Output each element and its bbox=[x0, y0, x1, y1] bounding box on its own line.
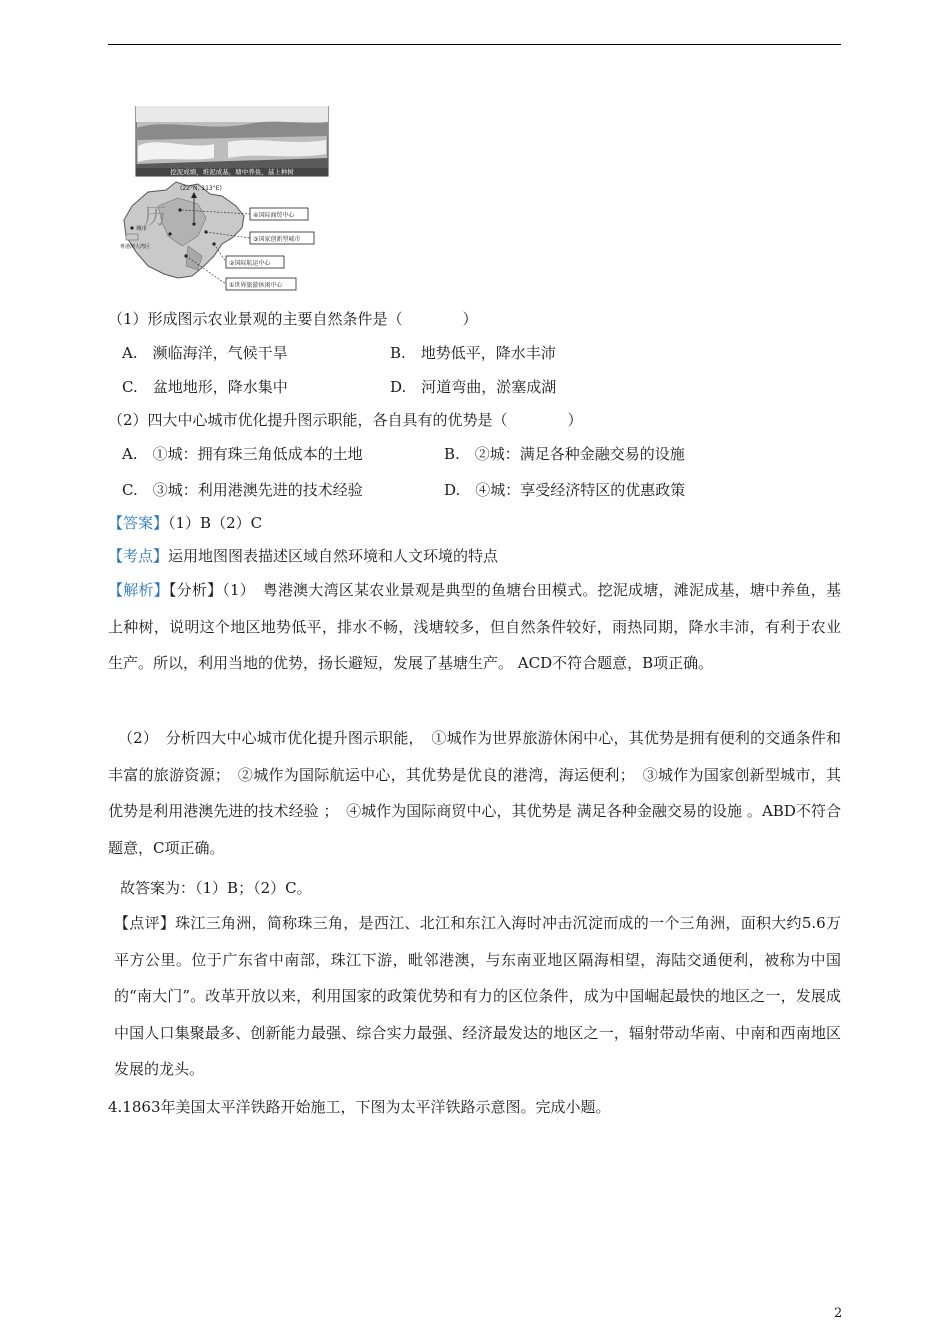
kaodian-tag: 【考点】 bbox=[108, 547, 169, 565]
callout-4: ④国际商贸中心 bbox=[253, 212, 295, 219]
photo-caption: 挖泥成塘，堆泥成基，塘中养鱼，基上种树 bbox=[170, 168, 294, 176]
dianping-para bbox=[114, 905, 841, 1088]
q2-stem: （2）四大中心城市优化提升图示职能，各自具有的优势是（ ） bbox=[108, 411, 583, 429]
dianping-tag: 【点评】 bbox=[114, 914, 176, 932]
callout-1: ①世界旅游休闲中心 bbox=[229, 282, 283, 289]
map-coord-label: (22°N, 113°E) bbox=[180, 185, 222, 192]
q1-option-a: A. 濒临海洋，气候干旱 bbox=[122, 344, 288, 362]
q1-option-d: D. 河道弯曲，淤塞成湖 bbox=[390, 378, 557, 396]
analysis-tag: 【解析】 bbox=[108, 581, 169, 599]
answer-tag: 【答案】 bbox=[108, 514, 169, 532]
q2-option-c: C. ③城：利用港澳先进的技术经验 bbox=[122, 481, 363, 499]
callout-2: ②国际航运中心 bbox=[229, 260, 271, 267]
q1-stem: （1）形成图示农业景观的主要自然条件是（ ） bbox=[108, 310, 478, 328]
analysis-conclusion: 故答案为：（1）B；（2）C。 bbox=[120, 879, 312, 897]
callout-3: ③国家创新型城市 bbox=[253, 236, 301, 243]
q2-option-a: A. ①城：拥有珠三角低成本的土地 bbox=[122, 445, 363, 463]
answer-line bbox=[108, 513, 262, 533]
map-watermark-glyph: 历 bbox=[144, 205, 167, 230]
legend-title: 粤港澳大湾区 bbox=[120, 244, 151, 250]
analysis-p2: （2） 分析四大中心城市优化提升图示职能， ①城作为世界旅游休闲中心，其优势是拥有便利的交通条件和丰富的旅游资源； ②城作为国际航运中心，其优势是优良的港湾，海运便利； ③城作为国家创新型城市，其优势是利用港澳先进的技术经验 ； ④城作为国际商贸中心，其优势是 满足各种金融交易的设施 。ABD不符合题意，C项正确。 bbox=[108, 729, 841, 857]
q2-option-b: B. ②城：满足各种金融交易的设施 bbox=[444, 445, 685, 463]
q4-stem: 4.1863年美国太平洋铁路开始施工，下图为太平洋铁路示意图。完成小题。 bbox=[108, 1098, 611, 1116]
analysis-p1-text: 【分析】（1） 粤港澳大湾区某农业景观是典型的鱼塘台田模式。挖泥成塘，滩泥成基，塘中养鱼，基上种树，说明这个地区地势低平，排水不畅，浅塘较多，但自然条件较好，雨热同期，降水丰沛，有利于农业生产。所以，利用当地的优势，扬长避短，发展了基塘生产。 ACD不符合题意，B项正确。 bbox=[108, 581, 841, 672]
analysis-p1 bbox=[108, 572, 841, 682]
figure-map-photo bbox=[118, 106, 334, 300]
q2-option-d: D. ④城：享受经济特区的优惠政策 bbox=[444, 481, 686, 499]
header-rule bbox=[108, 44, 841, 45]
dianping-text: 珠江三角洲，简称珠三角，是西江、北江和东江入海时冲击沉淀而成的一个三角洲，面积大约5.6万平方公里。位于广东省中南部，珠江下游，毗邻港澳，与东南亚地区隔海相望，海陆交通便利，被称为中国的“南大门”。改革开放以来，利用国家的政策优势和有力的区位条件，成为中国崛起最快的地区之一，发展成中国人口集聚最多、创新能力最强、综合实力最强、经济最发达的地区之一，辐射带动华南、中南和西南地区发展的龙头。 bbox=[114, 914, 841, 1078]
legend-item: 城市 bbox=[136, 226, 148, 232]
page-number: 2 bbox=[834, 1306, 843, 1321]
q1-option-b: B. 地势低平，降水丰沛 bbox=[390, 344, 556, 362]
bay-area-map bbox=[120, 182, 314, 290]
answer-text: （1）B（2）C bbox=[168, 514, 263, 532]
kaodian-line bbox=[108, 546, 498, 566]
landscape-photo bbox=[136, 106, 328, 176]
figure-svg bbox=[118, 106, 334, 300]
kaodian-text: 运用地图图表描述区域自然环境和人文环境的特点 bbox=[168, 547, 499, 565]
q1-option-c: C. 盆地地形，降水集中 bbox=[122, 378, 288, 396]
